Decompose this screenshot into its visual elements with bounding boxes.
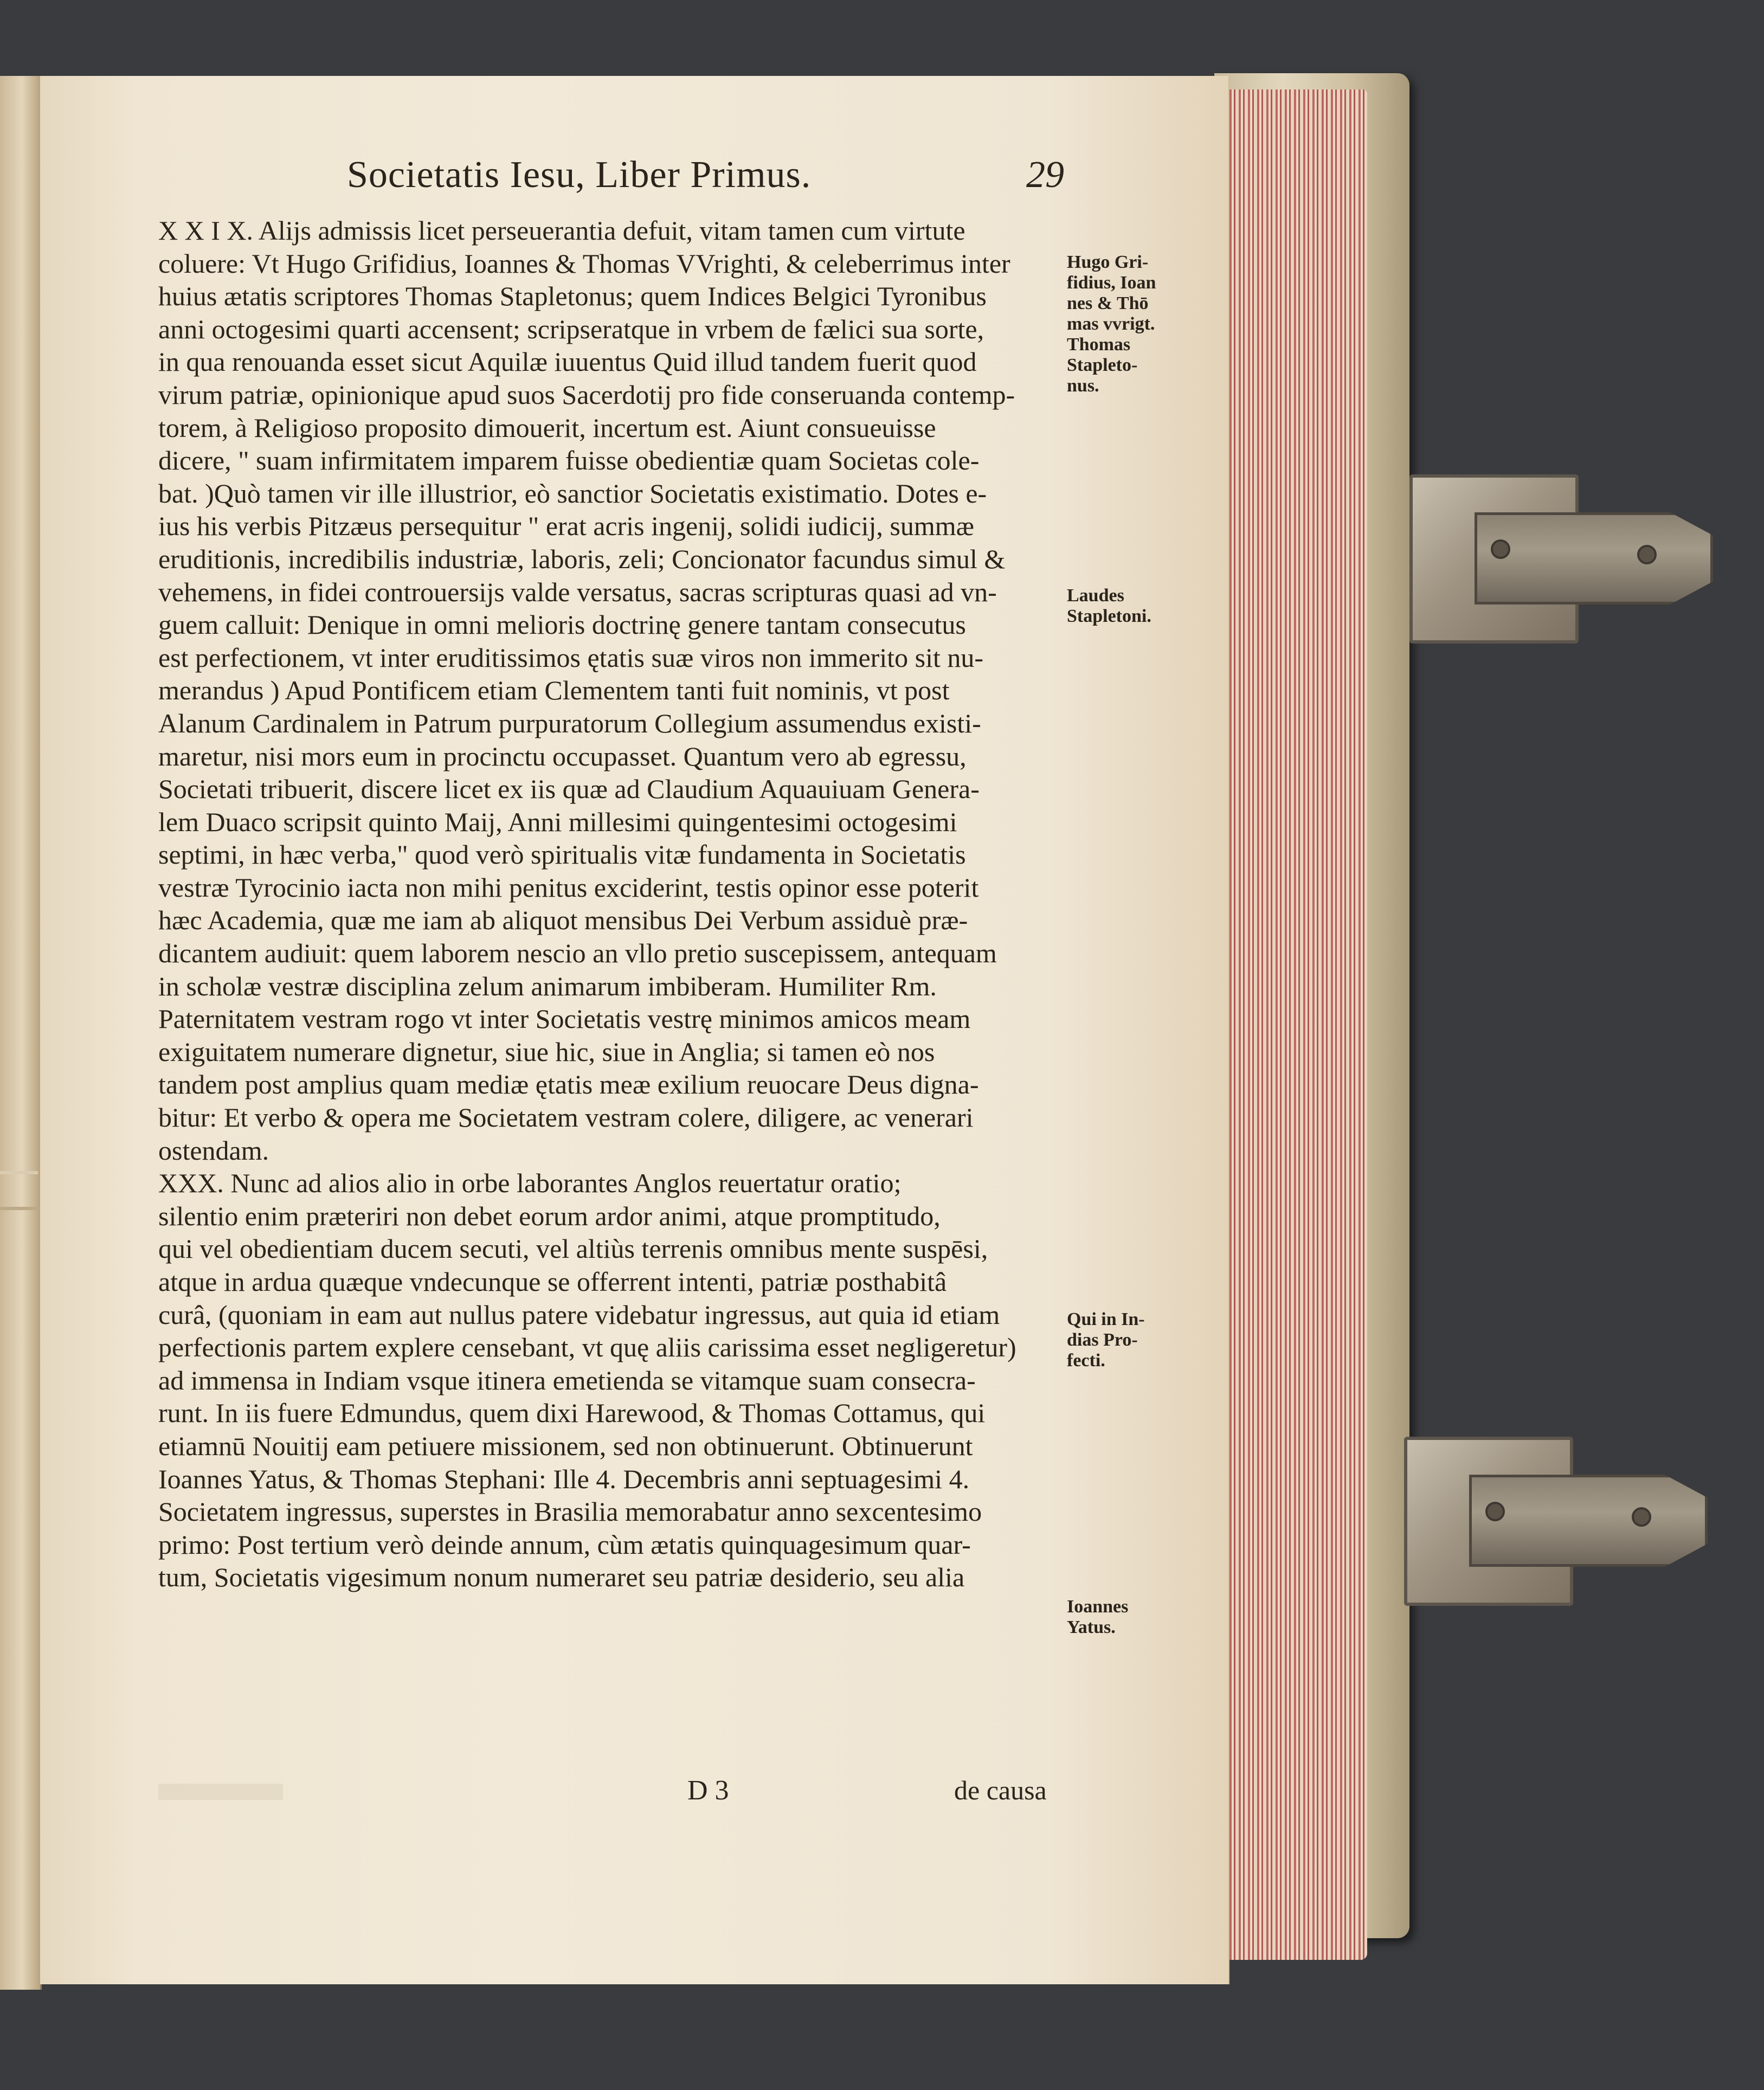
clasp-rivet — [1485, 1502, 1505, 1521]
clasp-strap — [1469, 1475, 1708, 1567]
text-line: Societati tribuerit, discere licet ex iis quæ ad Claudium Aquauiuam Genera- — [158, 774, 980, 805]
text-line: ius his verbis Pitzæus persequitur " erat acris ingenij, solidi iudicij, summæ — [158, 511, 974, 542]
text-line: vestræ Tyrocinio iacta non mihi penitus exciderint, testis opinor esse poterit — [158, 872, 979, 903]
text-line: in qua renouanda esset sicut Aquilæ iuuentus Quid illud tandem fuerit quod — [158, 346, 977, 377]
body-text — [158, 214, 1064, 1594]
text-line: eruditionis, incredibilis industriæ, laboris, zeli; Concionator facundus simul & — [158, 543, 1006, 574]
clasp-rivet — [1491, 539, 1510, 559]
text-line: tum, Societatis vigesimum nonum numeraret seu patriæ desiderio, seu alia — [158, 1562, 965, 1593]
text-line: qui vel obedientiam ducem secuti, vel altiùs terrenis omnibus mente suspēsi, — [158, 1233, 988, 1264]
text-line: guem calluit: Denique in omni melioris doctrinę genere tantam consecutus — [158, 609, 966, 640]
text-line: septimi, in hæc verba," quod verò spiritualis vitæ fundamenta in Societatis — [158, 839, 966, 870]
text-line: Societatem ingressus, superstes in Brasilia memorabatur anno sexcentesimo — [158, 1496, 982, 1527]
text-line: hæc Academia, quæ me iam ab aliquot mensibus Dei Verbum assiduè præ- — [158, 905, 968, 936]
text-line: tandem post amplius quam mediæ ętatis meæ exilium reuocare Deus digna- — [158, 1069, 979, 1100]
clasp-rivet — [1632, 1507, 1651, 1527]
text-line: XXX. Nunc ad alios alio in orbe laborantes Anglos reuertatur oratio; — [158, 1168, 902, 1199]
sidenote-hugo-grifidius — [1067, 252, 1181, 396]
text-line: dicantem audiuit: quem laborem nescio an vllo pretio suscepissem, antequam — [158, 938, 997, 969]
text-line: primo: Post tertium verò deinde annum, cùm ætatis quinquagesimum quar- — [158, 1529, 971, 1560]
binding-thread — [0, 1171, 38, 1210]
text-line: dicere, " suam infirmitatem imparem fuisse obedientiæ quam Societas cole- — [158, 445, 980, 476]
text-line: runt. In iis fuere Edmundus, quem dixi Harewood, & Thomas Cottamus, qui — [158, 1398, 986, 1429]
page-number: 29 — [1026, 154, 1064, 196]
text-line: vehemens, in fidei controuersijs valde versatus, sacras scripturas quasi ad vn- — [158, 576, 997, 607]
text-line: Ioannes Yatus, & Thomas Stephani: Ille 4. Decembris anni septuagesimi 4. — [158, 1463, 970, 1494]
text-line: atque in ardua quæque vndecunque se offerrent intenti, patriæ posthabitâ — [158, 1266, 947, 1297]
catchword: de causa — [954, 1775, 1047, 1805]
text-line: ostendam. — [158, 1135, 269, 1166]
sidenote-line: Ioannes — [1067, 1597, 1129, 1617]
text-line: coluere: Vt Hugo Grifidius, Ioannes & Thomas VVrighti, & celeberrimus inter — [158, 248, 1010, 279]
sidenote-line: fecti. — [1067, 1351, 1105, 1371]
upper-clasp — [1409, 474, 1713, 637]
text-line: silentio enim præteriri non debet eorum ardor animi, atque promptitudo, — [158, 1200, 941, 1231]
text-line: bat. )Quò tamen vir ille illustrior, eò sanctior Societatis existimatio. Dotes e- — [158, 478, 987, 509]
clasp-rivet — [1637, 545, 1657, 564]
sidenote-line: Hugo Gri- — [1067, 252, 1149, 272]
text-line: virum patriæ, opinionique apud suos Sacerdotij pro fide conseruanda contemp- — [158, 379, 1015, 410]
sidenote-line: dias Pro- — [1067, 1330, 1138, 1350]
clasp-strap — [1475, 512, 1713, 605]
text-line: huius ætatis scriptores Thomas Stapletonus; quem Indices Belgici Tyronibus — [158, 281, 987, 312]
signature-mark: D 3 — [687, 1775, 729, 1806]
previous-page-edge — [0, 76, 42, 1990]
sidenote-line: mas vvrigt. — [1067, 314, 1155, 334]
sidenote-line: Yatus. — [1067, 1617, 1116, 1637]
sidenote-line: nes & Thō — [1067, 293, 1149, 313]
red-fore-edge — [1226, 89, 1367, 1960]
text-line: perfectionis partem explere censebant, vt quę aliis carissima esset negligeretur) — [158, 1332, 1016, 1363]
text-line: Alanum Cardinalem in Patrum purpuratorum Collegium assumendus existi- — [158, 708, 981, 738]
sidenote-line: Stapletoni. — [1067, 606, 1151, 626]
text-line: curâ, (quoniam in eam aut nullus patere videbatur ingressus, aut quia id etiam — [158, 1299, 1000, 1330]
text-line: merandus ) Apud Pontificem etiam Clementem tanti fuit nominis, vt post — [158, 675, 950, 706]
text-line: bitur: Et verbo & opera me Societatem vestram colere, diligere, ac venerari — [158, 1102, 974, 1133]
sidenote-line: Stapleto- — [1067, 355, 1138, 375]
sidenote-line: nus. — [1067, 376, 1099, 396]
text-line: anni octogesimi quarti accensent; scripseratque in vrbem de fælici sua sorte, — [158, 313, 984, 344]
text-line: Paternitatem vestram rogo vt inter Societatis vestrę minimos amicos meam — [158, 1004, 971, 1034]
ink-offset-smudge — [158, 1784, 283, 1800]
lower-clasp — [1404, 1437, 1708, 1599]
sidenote-line: fidius, Ioan — [1067, 273, 1156, 293]
sidenote-line: Qui in In- — [1067, 1309, 1145, 1329]
sidenote-qui-in-indias — [1067, 1309, 1181, 1371]
text-line: exiguitatem numerare dignetur, siue hic, siue in Anglia; si tamen eò nos — [158, 1036, 935, 1067]
text-line: X X I X. Alijs admissis licet perseuerantia defuit, vitam tamen cum virtute — [158, 215, 965, 246]
sidenote-line: Thomas — [1067, 335, 1131, 355]
text-line: maretur, nisi mors eum in procinctu occupasset. Quantum vero ab egressu, — [158, 741, 967, 771]
text-line: etiamnū Nouitij eam petiuere missionem, sed non obtinuerunt. Obtinuerunt — [158, 1430, 973, 1461]
text-line: est perfectionem, vt inter eruditissimos ętatis suæ viros non immerito sit nu- — [158, 642, 983, 673]
text-line: in scholæ vestræ disciplina zelum animarum imbiberam. Humiliter Rm. — [158, 970, 937, 1001]
text-line: lem Duaco scripsit quinto Maij, Anni millesimi quingentesimi octogesimi — [158, 806, 957, 837]
sidenote-ioannes-yatus — [1067, 1597, 1181, 1638]
sidenote-laudes-stapletoni — [1067, 586, 1181, 627]
text-line: torem, à Religioso proposito dimouerit, incertum est. Aiunt consueuisse — [158, 412, 936, 443]
running-head: Societatis Iesu, Liber Primus. — [347, 154, 812, 196]
text-line: ad immensa in Indiam vsque itinera emetienda se vitamque suam consecra- — [158, 1365, 976, 1396]
sidenote-line: Laudes — [1067, 586, 1124, 606]
